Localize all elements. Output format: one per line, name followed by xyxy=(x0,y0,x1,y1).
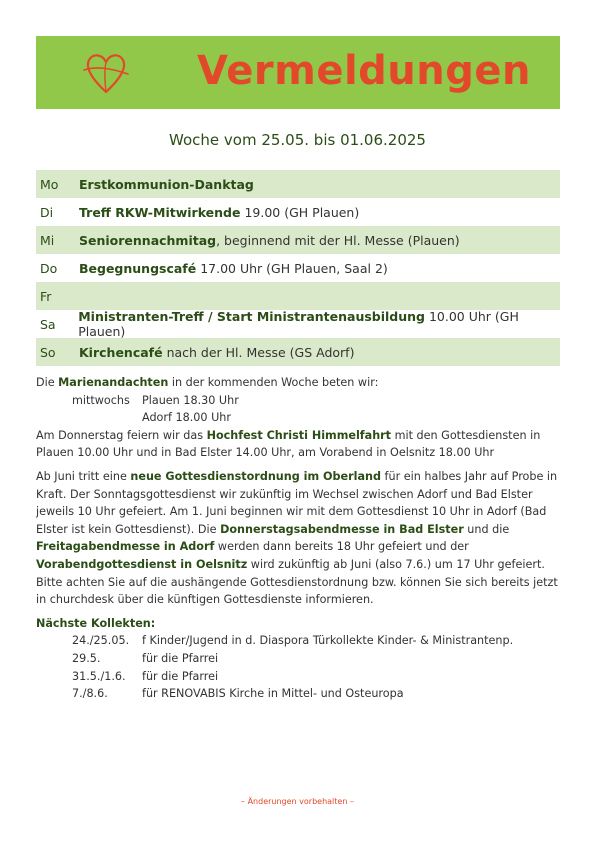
schedule-table xyxy=(36,170,560,366)
marian-times xyxy=(36,392,562,410)
schedule-event: Erstkommunion-Danktag xyxy=(79,176,254,192)
order-highlight: Donnerstagsabendmesse in Bad Elster xyxy=(220,522,464,536)
collection-date: 24./25.05. xyxy=(72,634,130,648)
schedule-day: Fr xyxy=(40,288,52,304)
header-banner xyxy=(36,36,560,109)
schedule-row xyxy=(36,282,560,310)
marian-highlight: Marienandachten xyxy=(58,376,169,389)
schedule-detail: 17.00 Uhr (GH Plauen, Saal 2) xyxy=(196,260,388,276)
schedule-row xyxy=(36,254,560,282)
schedule-row xyxy=(36,198,560,226)
schedule-detail: nach der Hl. Messe (GS Adorf) xyxy=(162,344,355,360)
schedule-day: Sa xyxy=(40,316,56,332)
page-title: Vermeldungen xyxy=(197,48,531,94)
marian-time-plauen: Plauen 18.30 Uhr xyxy=(142,393,239,407)
schedule-row xyxy=(36,170,560,198)
schedule-event: Treff RKW-Mitwirkende xyxy=(79,204,241,220)
order-highlight: Freitagabendmesse in Adorf xyxy=(36,540,215,554)
collection-text: für die Pfarrei xyxy=(142,651,219,665)
schedule-day: So xyxy=(40,344,56,360)
schedule-day: Di xyxy=(40,204,54,220)
collection-text: für die Pfarrei xyxy=(142,669,219,683)
list-item xyxy=(36,650,562,668)
schedule-row xyxy=(36,226,560,254)
announcements xyxy=(36,374,562,703)
week-title: Woche vom 25.05. bis 01.06.2025 xyxy=(169,131,426,149)
schedule-event: Begegnungscafé xyxy=(79,260,197,276)
schedule-day: Mi xyxy=(40,232,55,248)
schedule-row xyxy=(36,310,560,338)
corpus-paragraph: Am Donnerstag feiern wir das Hochfest Christi Himmelfahrt mit den Gottesdiensten in Plauen 10.00 Uhr und in Bad Elster 14.00 Uhr, am Vorabend in Oelsnitz 18.00 Uhr xyxy=(36,428,541,460)
schedule-detail: , beginnend mit der Hl. Messe (Plauen) xyxy=(216,232,460,248)
corpus-highlight: Hochfest Christi Himmelfahrt xyxy=(206,428,392,442)
list-item xyxy=(36,685,562,703)
list-item xyxy=(36,632,562,650)
schedule-day: Do xyxy=(40,260,58,276)
collection-text: für RENOVABIS Kirche in Mittel- und Osteuropa xyxy=(142,687,404,701)
order-paragraph: Ab Juni tritt eine neue Gottesdienstordnung im Oberland für ein halbes Jahr auf Probe in Kraft. Der Sonntagsgottesdienst wir zukünftig im Wechsel zwischen Adorf und Bad Elster jeweils 10 Uhr gefeiert. Am 1. Juni beginnen wir mit dem Gottesdienst 10 Uhr in Adorf (Bad Elster ist kein Gottesdienst). Die Donnerstagsabendmesse in Bad Elster und die Freitagabendmesse in Adorf werden dann bereits 18 Uhr gefeiert und der Vorabendgottesdienst in Oelsnitz wird zukünftig ab Juni (also 7.6.) um 17 Uhr gefeiert. Bitte achten Sie auf die aushängende Gottesdienstordnung bzw. können Sie sich bereits jetzt in churchdesk über die künftigen Gottesdienste informieren. xyxy=(36,469,558,607)
footer-note: – Änderungen vorbehalten – xyxy=(241,797,354,806)
marian-time-adorf: Adorf 18.00 Uhr xyxy=(142,411,231,425)
schedule-day: Mo xyxy=(40,176,59,192)
collection-date: 7./8.6. xyxy=(72,687,108,701)
order-highlight: neue Gottesdienstordnung im Oberland xyxy=(130,469,381,483)
schedule-event: Seniorennachmitag xyxy=(79,232,217,248)
order-highlight: Vorabendgottesdienst in Oelsnitz xyxy=(36,557,248,571)
schedule-detail: 10.00 Uhr (GH Plauen) xyxy=(78,309,519,339)
schedule-event: Kirchencafé xyxy=(79,344,163,360)
list-item xyxy=(36,668,562,686)
marian-intro: Die Marienandachten in der kommenden Woche beten wir: xyxy=(36,376,379,389)
collection-text: f Kinder/Jugend in d. Diaspora Türkollekte Kinder- & Ministrantenp. xyxy=(142,634,514,648)
heart-map-pin-icon xyxy=(80,46,132,98)
collection-date: 31.5./1.6. xyxy=(72,669,126,683)
collection-date: 29.5. xyxy=(72,651,101,665)
schedule-event: Ministranten-Treff / Start Ministrantenausbildung xyxy=(78,309,425,324)
marian-weekday: mittwochs xyxy=(72,393,130,407)
collections-title: Nächste Kollekten: xyxy=(36,616,156,630)
schedule-detail: 19.00 (GH Plauen) xyxy=(240,204,360,220)
schedule-row xyxy=(36,338,560,366)
